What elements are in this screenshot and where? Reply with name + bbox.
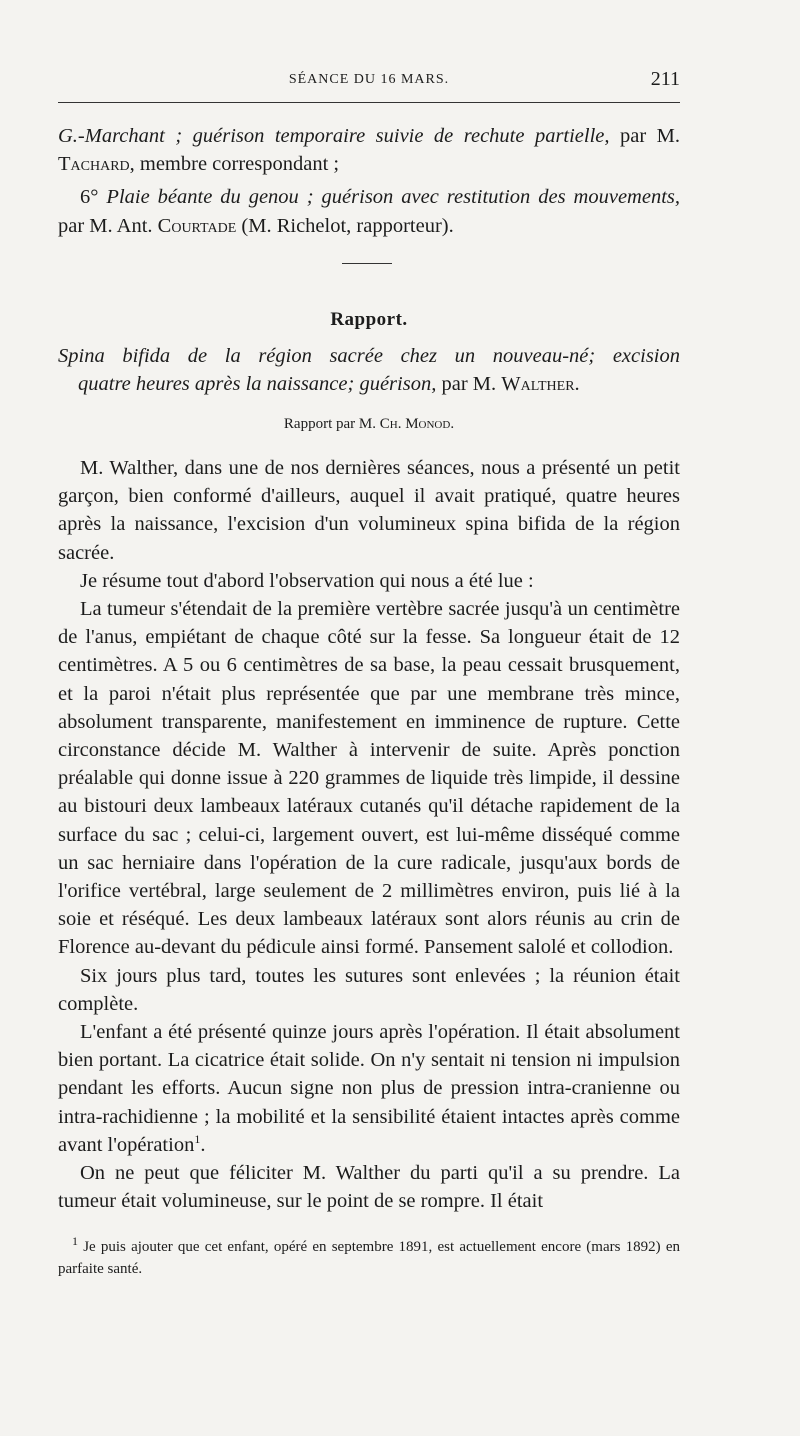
footnote <box>58 1236 680 1280</box>
item-5-by: par M. <box>620 125 681 147</box>
body-paragraph-4: Six jours plus tard, toutes les sutures sont enlevées ; la réunion était complète. <box>58 964 680 1015</box>
section-heading: Rapport. <box>330 309 408 330</box>
item-5-continuation <box>58 122 680 178</box>
footnote-marker: 1 <box>72 1234 78 1248</box>
header-rule <box>58 102 680 103</box>
running-title: SÉANCE DU 16 MARS. <box>288 72 450 87</box>
report-title-line-2-italic: quatre heures après la naissance; guérison, <box>78 373 437 396</box>
report-body <box>58 454 680 1215</box>
item-5-title: G.-Marchant ; guérison temporaire suivie de rechute partielle, <box>58 125 610 147</box>
body-paragraph-3: La tumeur s'étendait de la première vertèbre sacrée jusqu'à un centimètre de l'anus, empiétant de chaque côté sur la fesse. Sa longueur était de 12 centimètres. A 5 ou 6 centimètres de sa base, la peau cessait brusquement, et la paroi n'était plus représentée que par une membrane très mince, absolument transparente, manifestement en imminence de rupture. Cette circonstance décide M. Walther à intervenir de suite. Après ponction préalable qui donne issue à 220 grammes de liquide très limpide, il dessine au bistouri deux lambeaux latéraux cutanés qu'il détache rapidement de la surface du sac ; celui-ci, largement ouvert, est lui-même disséqué comme un sac herniaire dans l'opération de la cure radicale, jusqu'aux bords de l'orifice vertébral, large seulement de 2 millimètres environ, puis lié à la soie et réséqué. Les deux lambeaux latéraux sont alors réunis au crin de Florence au-devant du pédicule ainsi formé. Pansement salolé et collodion. <box>58 598 680 959</box>
body-paragraph-5-end: . <box>200 1133 206 1156</box>
report-title-by: par M. <box>436 373 502 396</box>
previous-items <box>58 122 680 240</box>
body-paragraph-5 <box>58 1018 680 1159</box>
item-6-number: 6° <box>80 186 107 209</box>
body-paragraph-1: M. Walther, dans une de nos dernières séances, nous a présenté un petit garçon, bien conformé d'ailleurs, auquel il avait pratiqué, quatre heures après la naissance, l'excision d'un volumineux spina bifida de la région sacrée. <box>58 457 680 564</box>
rapporteur-name: Ch. Monod <box>379 416 451 432</box>
item-6-tail: (M. Richelot, rapporteur). <box>236 214 454 237</box>
item-6-title: Plaie béante du genou ; guérison avec restitution des mouvements, <box>106 186 680 209</box>
body-paragraph-5-text: L'enfant a été présenté quinze jours après l'opération. Il était absolument bien portant. La cicatrice était solide. On n'y sentait ni tension ni impulsion pendant les efforts. Aucun signe non plus de pression intra-cranienne ou intra-rachidienne ; la mobilité et la sensibilité étaient intactes après comme avant l'opération <box>58 1021 680 1156</box>
body-paragraph-6: On ne peut que féliciter M. Walther du parti qu'il a su prendre. La tumeur était volumineuse, sur le point de se rompre. Il était <box>58 1162 680 1213</box>
body-paragraph-2: Je résume tout d'abord l'observation qui nous a été lue : <box>80 569 534 592</box>
running-header <box>58 68 680 92</box>
report-title <box>58 342 680 398</box>
item-6 <box>58 183 680 239</box>
footnote-text: Je puis ajouter que cet enfant, opéré en septembre 1891, est actuellement encore (mars 1892) en parfaite santé. <box>58 1239 680 1277</box>
report-title-line-2 <box>58 370 680 398</box>
report-author: Walther <box>501 373 575 396</box>
rapporteur-end: . <box>450 416 455 432</box>
page-number: 211 <box>650 68 680 90</box>
item-5-tail: , membre correspondant ; <box>129 153 340 176</box>
rapporteur-line <box>58 416 680 433</box>
section-divider <box>342 263 392 264</box>
rapporteur-prefix: Rapport par M. <box>283 416 380 432</box>
report-title-line-1: Spina bifida de la région sacrée chez un nouveau-né; excision <box>58 345 680 367</box>
report-title-end: . <box>574 373 580 396</box>
footnote-1 <box>58 1236 680 1280</box>
item-6-author: Courtade <box>157 214 237 237</box>
item-6-by: par M. Ant. <box>58 214 158 237</box>
item-5-author: Tachard <box>58 153 130 176</box>
footnote-reference[interactable]: 1 <box>194 1132 201 1147</box>
